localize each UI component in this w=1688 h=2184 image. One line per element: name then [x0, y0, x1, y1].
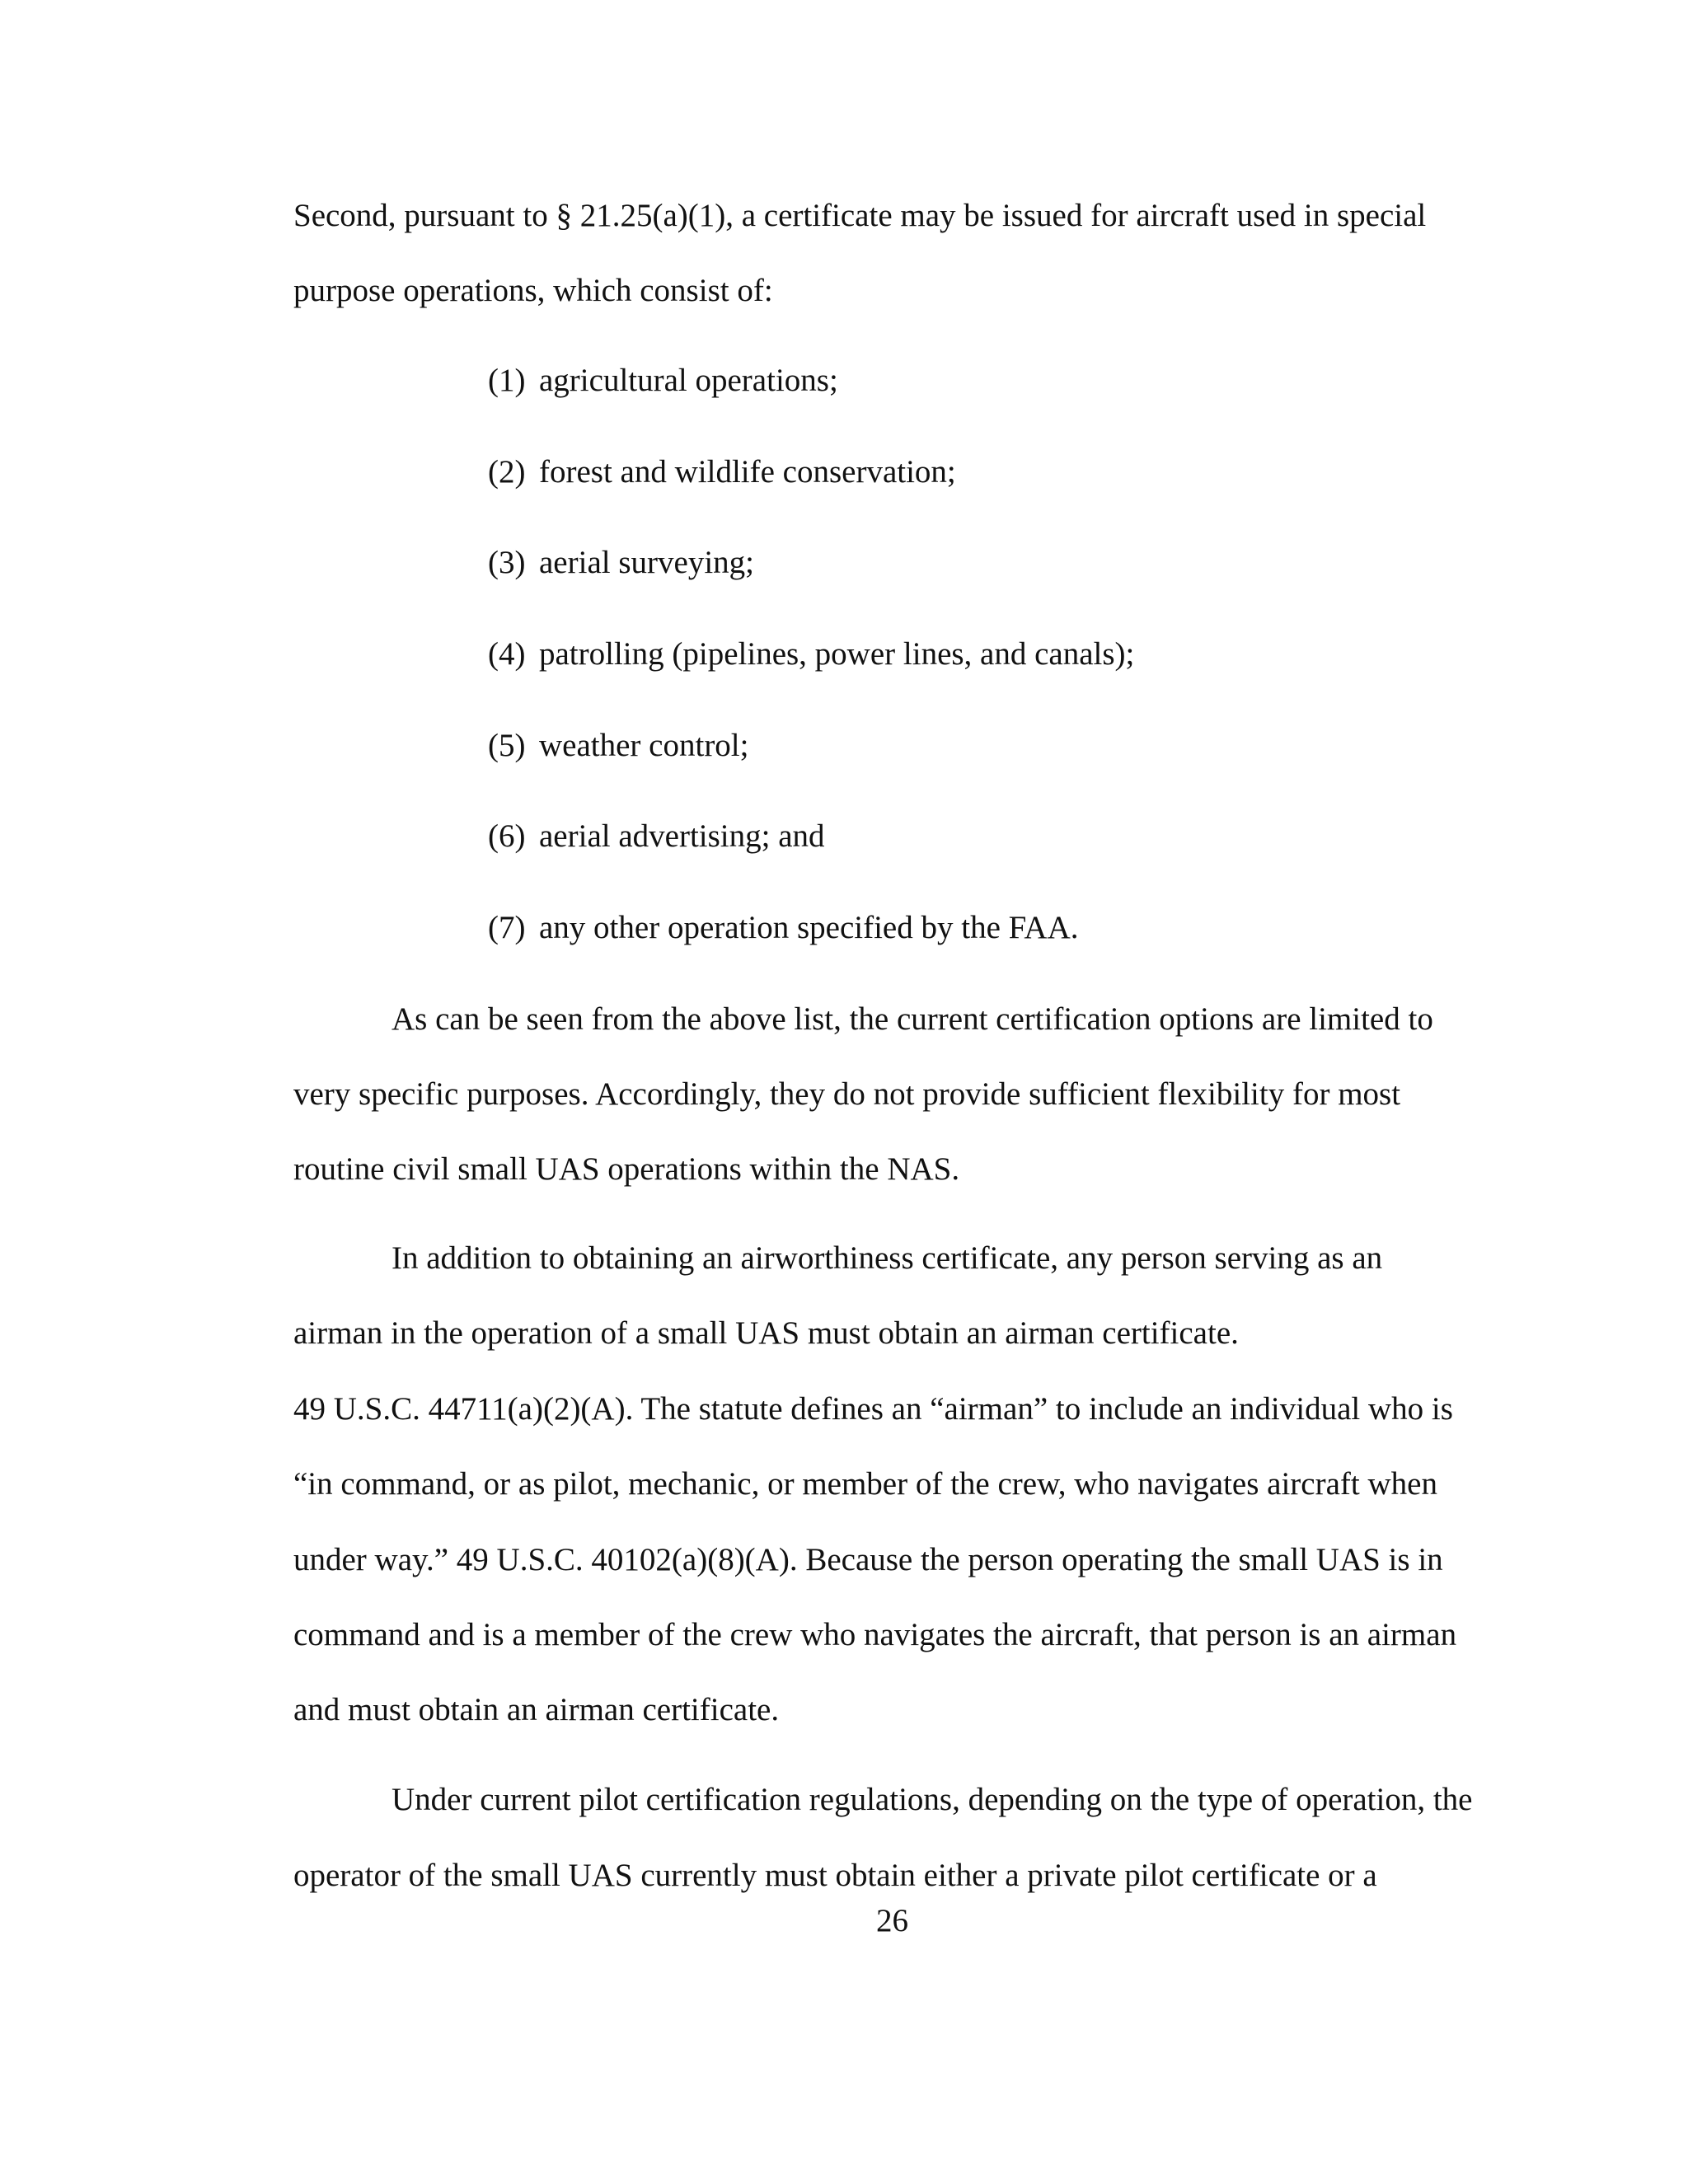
list-item [488, 726, 748, 766]
list-item-number: (3) [488, 545, 526, 580]
list-item-text: aerial surveying; [539, 545, 754, 580]
list-item-number: (7) [488, 910, 526, 945]
list-item-text: any other operation specified by the FAA. [539, 910, 1079, 945]
list-item-number: (4) [488, 636, 526, 672]
paragraph-3-line-4: “in command, or as pilot, mechanic, or member of the crew, who navigates aircraft when [293, 1466, 1437, 1502]
list-item-text: aerial advertising; and [539, 818, 825, 854]
paragraph-2-line-1: As can be seen from the above list, the current certification options are limited to [392, 1001, 1433, 1037]
list-item [488, 908, 1079, 948]
paragraph-4-line-2: operator of the small UAS currently must obtain either a private pilot certificate or a [293, 1858, 1377, 1893]
paragraph-intro-line-2: purpose operations, which consist of: [293, 273, 773, 308]
list-item [488, 543, 754, 583]
page-number: 26 [876, 1903, 908, 1938]
paragraph-3-line-1: In addition to obtaining an airworthiness certificate, any person serving as an [392, 1240, 1383, 1276]
list-item [488, 361, 838, 401]
paragraph-2-line-2: very specific purposes. Accordingly, they do not provide sufficient flexibility for most [293, 1076, 1401, 1112]
list-item-text: agricultural operations; [539, 363, 838, 398]
list-item-number: (2) [488, 454, 526, 490]
list-item-text: patrolling (pipelines, power lines, and canals); [539, 636, 1135, 672]
list-item [488, 817, 825, 856]
list-item-number: (6) [488, 818, 526, 854]
paragraph-4-line-1: Under current pilot certification regulations, depending on the type of operation, the [392, 1782, 1473, 1817]
list-item [488, 635, 1134, 674]
list-item-number: (5) [488, 728, 526, 763]
list-item-number: (1) [488, 363, 526, 398]
paragraph-intro-line-1: Second, pursuant to § 21.25(a)(1), a certificate may be issued for aircraft used in special [293, 198, 1427, 233]
paragraph-3-line-3: 49 U.S.C. 44711(a)(2)(A). The statute defines an “airman” to include an individual who is [293, 1391, 1453, 1427]
paragraph-3-line-5: under way.” 49 U.S.C. 40102(a)(8)(A). Because the person operating the small UAS is in [293, 1542, 1443, 1577]
paragraph-3-line-7: and must obtain an airman certificate. [293, 1692, 780, 1727]
list-item-text: weather control; [539, 728, 749, 763]
paragraph-3-line-6: command and is a member of the crew who navigates the aircraft, that person is an airman [293, 1617, 1457, 1652]
list-item [488, 452, 956, 492]
paragraph-2-line-3: routine civil small UAS operations within the NAS. [293, 1151, 960, 1187]
paragraph-3-line-2: airman in the operation of a small UAS must obtain an airman certificate. [293, 1315, 1239, 1351]
list-item-text: forest and wildlife conservation; [539, 454, 956, 490]
